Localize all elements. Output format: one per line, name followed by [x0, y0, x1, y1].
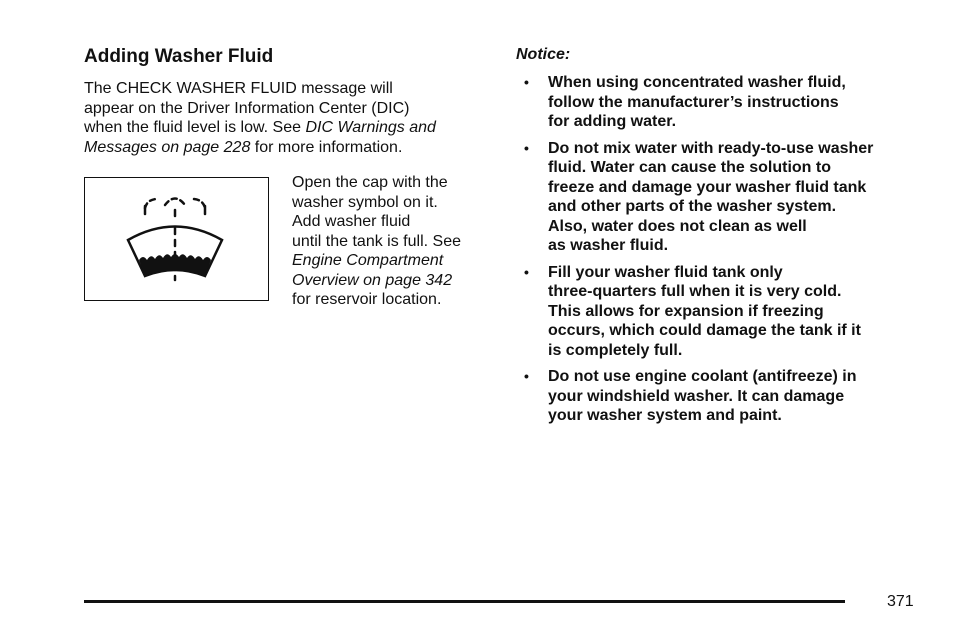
intro-line: The CHECK WASHER FLUID message will: [84, 80, 393, 97]
engine-compartment-link[interactable]: Engine Compartment: [292, 252, 444, 269]
page-number: 371: [887, 593, 914, 610]
intro-line: appear on the Driver Information Center (DIC): [84, 99, 410, 117]
instruction-line: washer symbol on it.: [292, 193, 438, 211]
section-heading: Adding Washer Fluid: [84, 46, 274, 67]
instruction-line: until the tank is full. See: [292, 232, 461, 250]
intro-line: [84, 118, 494, 138]
bullet-icon: •: [524, 368, 529, 384]
instruction-line: Add washer fluid: [292, 213, 411, 230]
footer-rule: [84, 600, 845, 603]
engine-compartment-link-continued[interactable]: Overview on page 342: [292, 271, 453, 289]
intro-paragraph: [84, 79, 494, 157]
notice-list: [516, 73, 926, 433]
bullet-icon: •: [524, 74, 529, 90]
notice-line: as washer fluid.: [548, 237, 669, 254]
notice-line: for adding water.: [548, 113, 677, 130]
notice-line: Fill your washer fluid tank only: [548, 263, 783, 281]
notice-line: Also, water does not clean as well: [548, 217, 807, 235]
notice-line: your washer system and paint.: [548, 407, 782, 424]
notice-line: Do not use engine coolant (antifreeze) in: [548, 368, 857, 385]
notice-item: [516, 263, 926, 361]
notice-line: three-quarters full when it is very cold.: [548, 283, 842, 300]
notice-line: When using concentrated washer fluid,: [548, 74, 846, 91]
notice-line: is completely full.: [548, 341, 683, 359]
notice-line: and other parts of the washer system.: [548, 198, 837, 215]
notice-line: freeze and damage your washer fluid tank: [548, 178, 867, 196]
intro-line: [84, 138, 494, 158]
notice-line: occurs, which could damage the tank if it: [548, 322, 861, 339]
notice-line: fluid. Water can cause the solution to: [548, 159, 831, 176]
dic-warnings-link[interactable]: DIC Warnings and: [305, 119, 436, 136]
notice-line: Do not mix water with ready-to-use washer: [548, 139, 874, 157]
dic-warnings-link-continued[interactable]: Messages on page 228: [84, 138, 251, 156]
notice-line: This allows for expansion if freezing: [548, 302, 824, 320]
intro-text: for more information.: [250, 138, 403, 156]
reservoir-instructions: [292, 173, 502, 310]
instruction-line: Open the cap with the: [292, 174, 448, 191]
notice-item: [516, 139, 926, 256]
instruction-line: for reservoir location.: [292, 291, 442, 308]
bullet-icon: •: [524, 263, 529, 280]
notice-title: Notice:: [516, 46, 571, 63]
washer-fluid-symbol-icon: [85, 178, 270, 302]
washer-symbol-figure: [84, 177, 269, 301]
notice-line: your windshield washer. It can damage: [548, 387, 845, 405]
bullet-icon: •: [524, 139, 529, 156]
notice-item: [516, 73, 926, 132]
notice-item: [516, 367, 926, 426]
intro-text: when the fluid level is low. See: [84, 119, 306, 136]
notice-line: follow the manufacturer’s instructions: [548, 93, 839, 111]
